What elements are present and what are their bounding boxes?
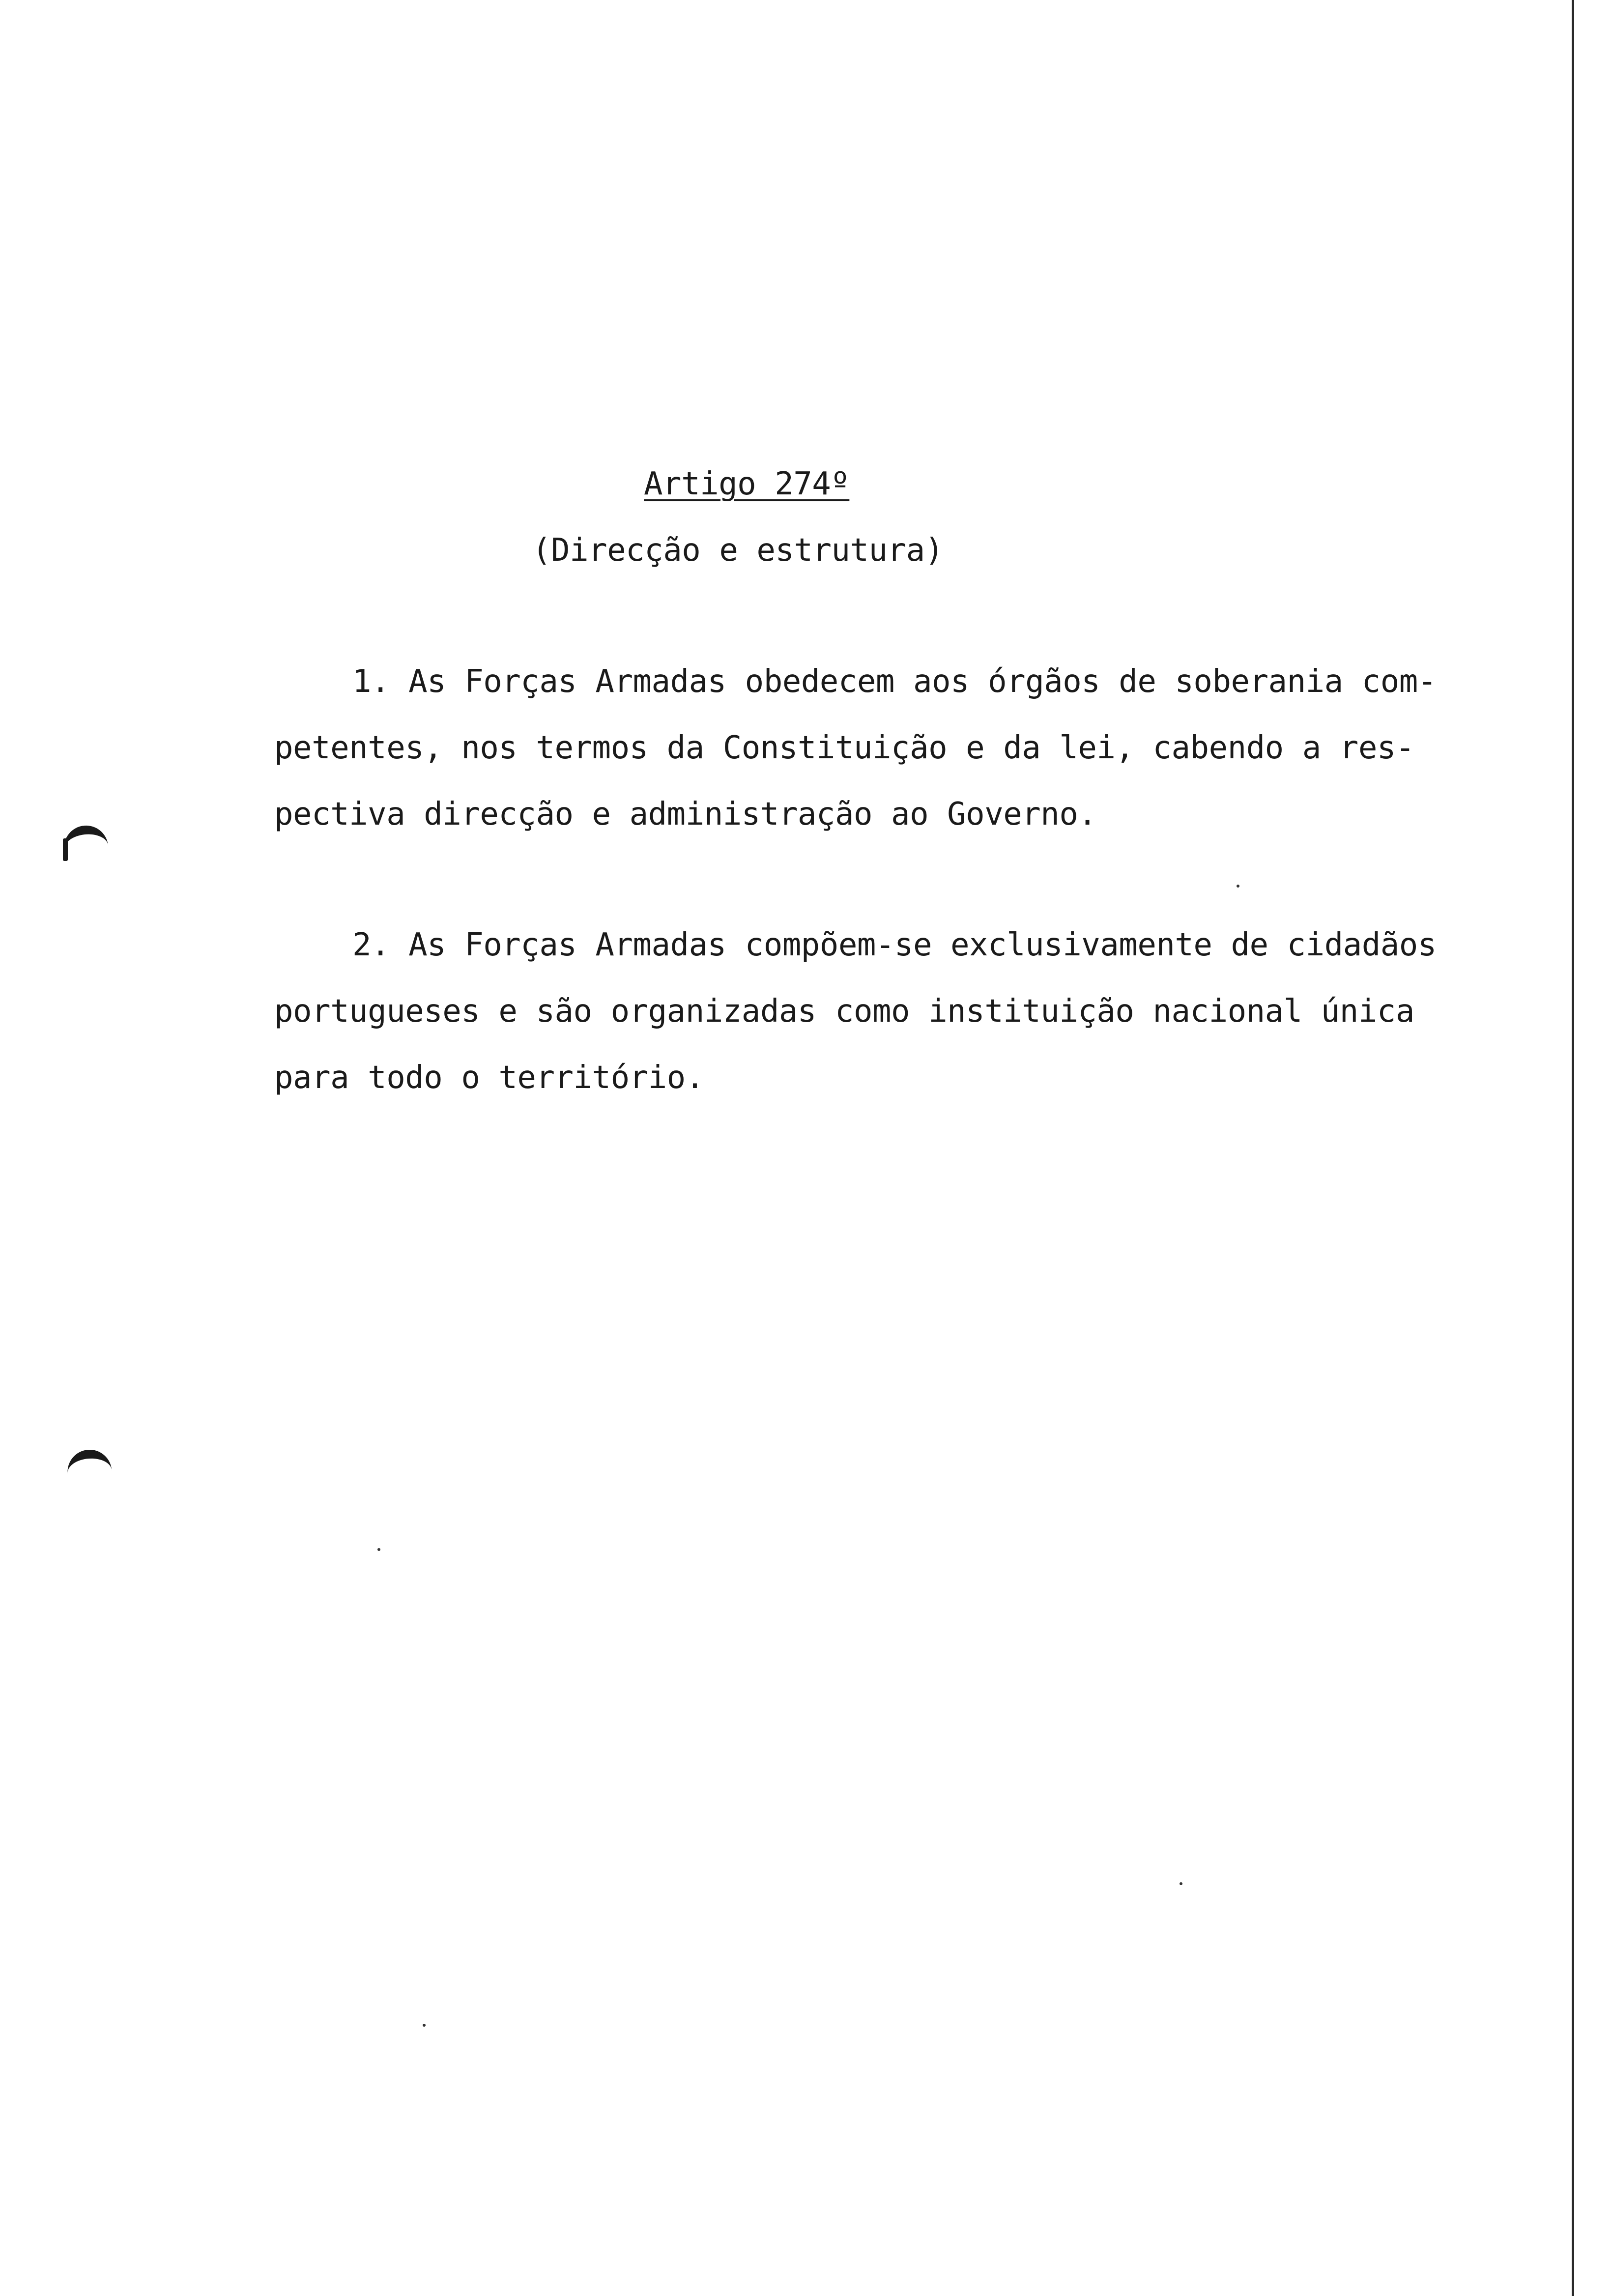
scan-edge-line bbox=[1572, 0, 1574, 2296]
paragraph-line: petentes, nos termos da Constituição e da lei, cabendo a res- bbox=[274, 730, 1414, 766]
scan-speck bbox=[377, 1548, 380, 1551]
paragraph-line: 2. As Forças Armadas compõem-se exclusivamente de cidadãos bbox=[352, 927, 1437, 963]
scan-speck bbox=[1180, 1882, 1182, 1885]
paragraph-line: para todo o território. bbox=[274, 1060, 704, 1096]
scan-speck bbox=[1237, 885, 1239, 888]
hole-punch-mark-top-stem bbox=[63, 838, 68, 861]
hole-punch-mark-top bbox=[62, 823, 109, 851]
article-subtitle: (Direcção e estrutura) bbox=[532, 532, 944, 569]
paragraph-line: 1. As Forças Armadas obedecem aos órgãos de soberania com- bbox=[352, 663, 1437, 700]
article-title: Artigo 274º bbox=[644, 466, 850, 502]
paragraph-line: pectiva direcção e administração ao Governo. bbox=[274, 796, 1097, 832]
scan-speck bbox=[423, 2024, 426, 2027]
paragraph-line: portugueses e são organizadas como instituição nacional única bbox=[274, 993, 1414, 1030]
hole-punch-mark-bottom bbox=[66, 1448, 112, 1475]
